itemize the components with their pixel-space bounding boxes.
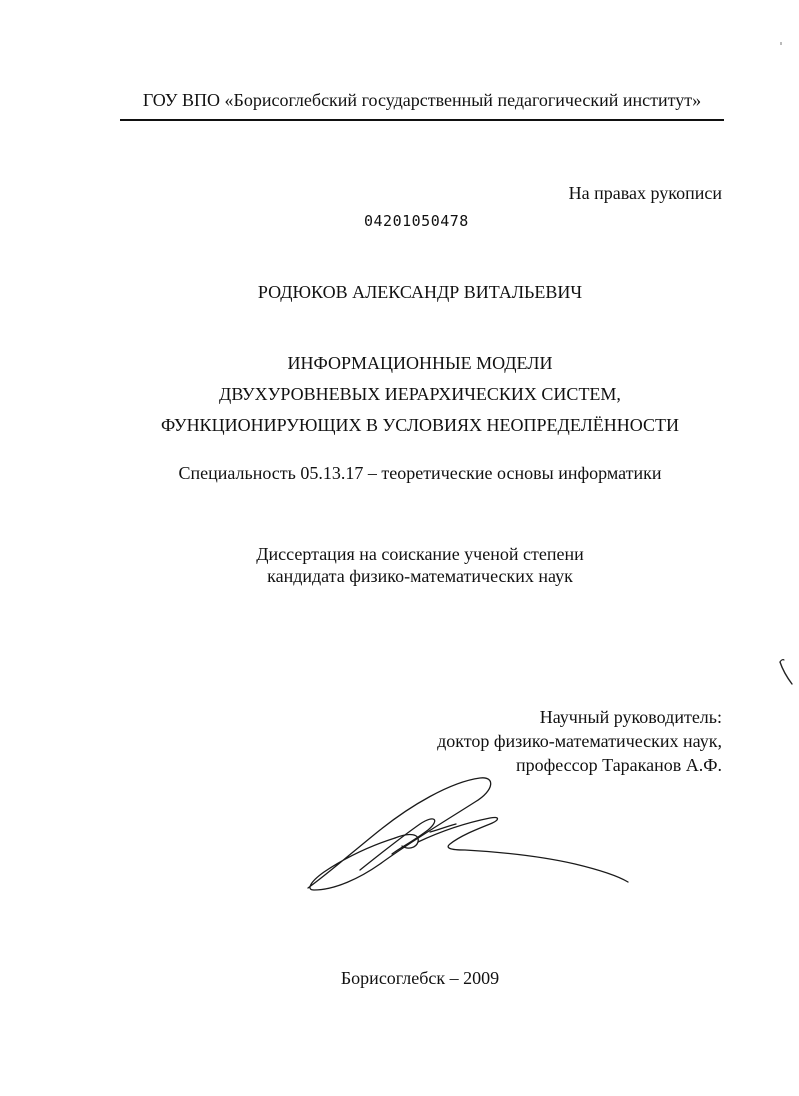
author-signature (300, 772, 640, 902)
document-number: 04201050478 (364, 212, 469, 230)
header-divider (120, 119, 724, 121)
advisor-name: профессор Тараканов А.Ф. (515, 755, 722, 775)
title-line: ДВУХУРОВНЕВЫХ ИЕРАРХИЧЕСКИХ СИСТЕМ, (219, 384, 621, 404)
title-line: ФУНКЦИОНИРУЮЩИХ В УСЛОВИЯХ НЕОПРЕДЕЛЁННОСТИ (160, 415, 680, 435)
specialty-line: Специальность 05.13.17 – теоретические основы информатики (178, 463, 662, 483)
city-year: Борисоглебск – 2009 (340, 968, 500, 988)
advisor-block (437, 705, 722, 777)
margin-tick-mark (776, 658, 796, 688)
degree-statement (100, 543, 740, 587)
degree-line-1: Диссертация на соискание ученой степени (256, 544, 584, 564)
advisor-degree: доктор физико-математических наук, (437, 731, 722, 751)
advisor-role: Научный руководитель: (539, 707, 722, 727)
title-line: ИНФОРМАЦИОННЫЕ МОДЕЛИ (287, 353, 553, 373)
institution-header: ГОУ ВПО «Борисоглебский государственный педагогический институт» (142, 90, 702, 110)
scan-speck (780, 42, 782, 45)
degree-line-2: кандидата физико-математических наук (267, 566, 573, 586)
rights-note: На правах рукописи (568, 183, 722, 203)
dissertation-title (100, 348, 740, 441)
author-name: РОДЮКОВ АЛЕКСАНДР ВИТАЛЬЕВИЧ (257, 282, 583, 302)
